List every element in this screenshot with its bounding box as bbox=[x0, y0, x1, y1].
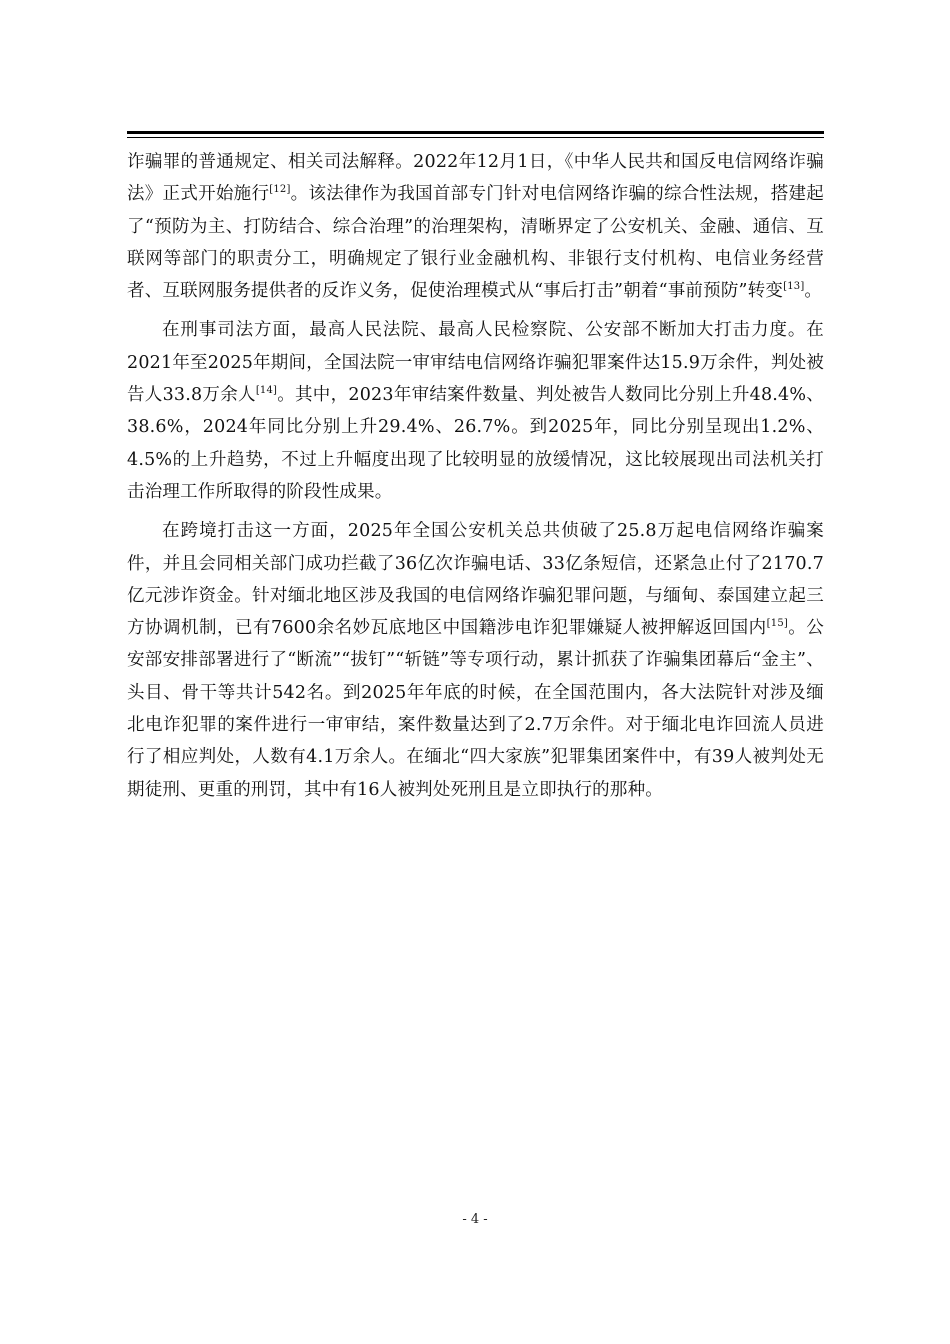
page-number: - 4 - bbox=[462, 1212, 488, 1227]
paragraph-1 bbox=[127, 146, 824, 307]
paragraph-1-text-a: 诈骗罪的普通规定、相关司法解释。2022年12月1日，《中华人民共和国反电信网络诈骗法》正式开始施行 bbox=[127, 152, 824, 205]
paragraph-3-text-b: 。公安部安排部署进行了“断流”“拔钉”“斩链”等专项行动，累计抓获了诈骗集团幕后“金主”、头目、骨干等共计542名。到2025年年底的时候，在全国范围内，各大法院针对涉及缅北电诈犯罪的案件进行一审审结，案件数量达到了2.7万余件。对于缅北电诈回流人员进行了相应判处，人数有4.1万余人。在缅北“四大家族”犯罪集团案件中，有39人被判处无期徒刑、更重的刑罚，其中有16人被判处死刑且是立即执行的那种。 bbox=[127, 618, 825, 800]
paragraph-2-text-a: 在刑事司法方面，最高人民法院、最高人民检察院、公安部不断加大打击力度。在2021年至2025年期间，全国法院一审审结电信网络诈骗犯罪案件达15.9万余件，判处被告人33.8万余人 bbox=[127, 320, 824, 406]
paragraph-3 bbox=[127, 515, 824, 806]
paragraph-3-text-a: 在跨境打击这一方面，2025年全国公安机关总共侦破了25.8万起电信网络诈骗案件，并且会同相关部门成功拦截了36亿次诈骗电话、33亿条短信，还紧急止付了2170.7亿元涉诈资金。针对缅北地区涉及我国的电信网络诈骗犯罪问题，与缅甸、泰国建立起三方协调机制，已有7600余名妙瓦底地区中国籍涉电诈犯罪嫌疑人被押解返回国内 bbox=[127, 521, 824, 639]
citation-15: [15] bbox=[766, 618, 788, 630]
paragraph-1-text-c: 。 bbox=[804, 281, 823, 302]
paragraph-1-text-b: 。该法律作为我国首部专门针对电信网络诈骗的综合性法规，搭建起了“预防为主、打防结合、综合治理”的治理架构，清晰界定了公安机关、金融、通信、互联网等部门的职责分工，明确规定了银行业金融机构、非银行支付机构、电信业务经营者、互联网服务提供者的反诈义务，促使治理模式从“事后打击”朝着“事前预防”转变 bbox=[127, 184, 824, 302]
citation-14: [14] bbox=[255, 385, 278, 397]
header-rule-thin bbox=[127, 137, 824, 138]
body-text bbox=[127, 146, 824, 813]
citation-12: [12] bbox=[269, 184, 291, 196]
citation-13: [13] bbox=[783, 281, 805, 293]
paragraph-2-text-b: 。其中，2023年审结案件数量、判处被告人数同比分别上升48.4%、38.6%，2024年同比分别上升29.4%、26.7%。到2025年，同比分别呈现出1.2%、4.5%的上升趋势，不过上升幅度出现了比较明显的放缓情况，这比较展现出司法机关打击治理工作所取得的阶段性成果。 bbox=[127, 385, 824, 502]
header-rule-thick bbox=[127, 131, 824, 134]
paragraph-2 bbox=[127, 314, 824, 508]
